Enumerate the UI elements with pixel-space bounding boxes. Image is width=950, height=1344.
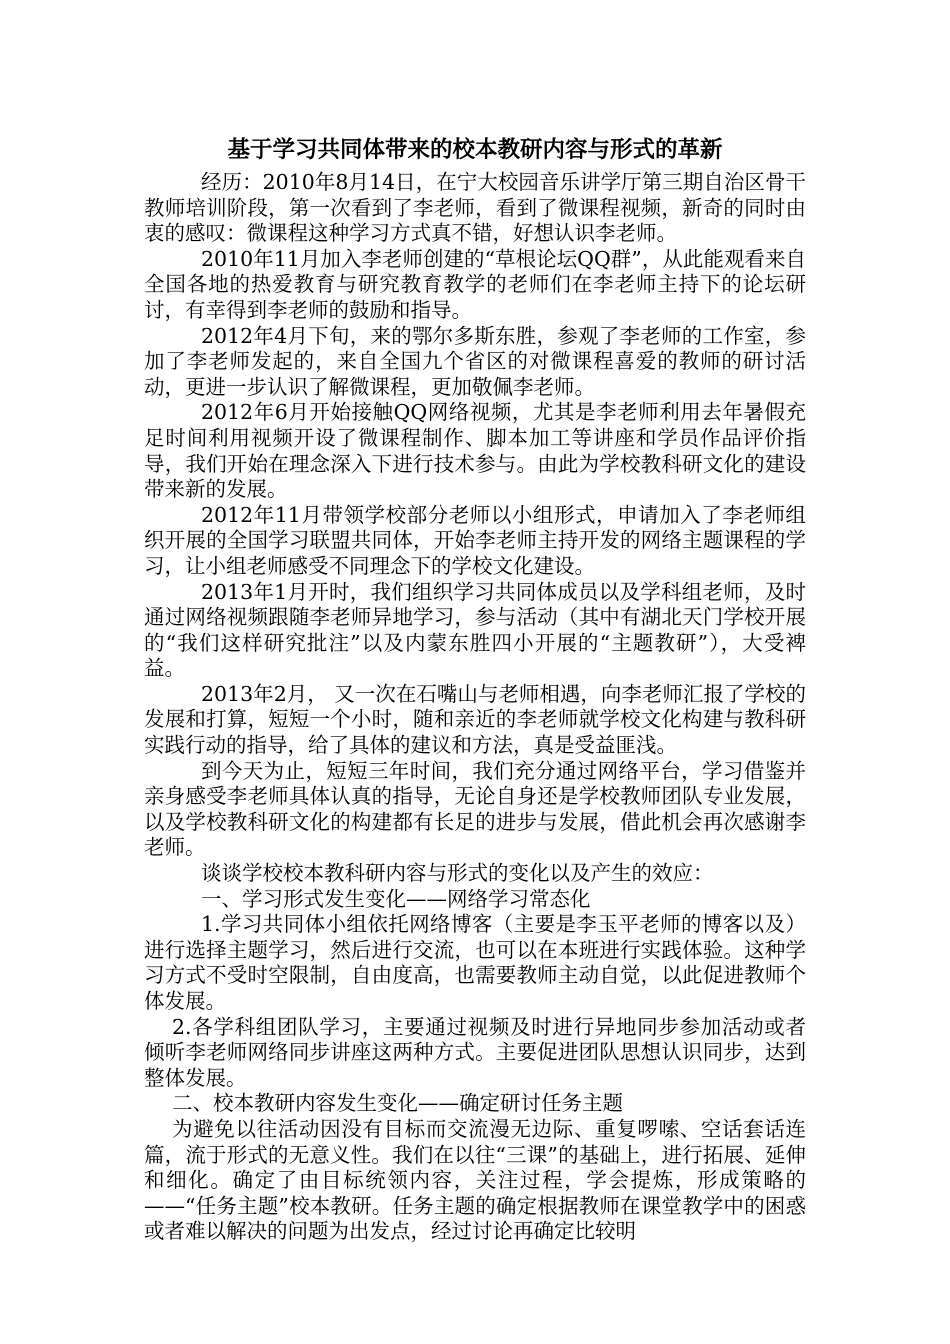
paragraph-2012-04: 2012年4月下旬，来的鄂尔多斯东胜，参观了李老师的工作室，参加了李老师发起的，来自全国九个省区的对微课程喜爱的教师的研讨活动，更进一步认识了解微课程，更加敬佩李老师。 [144,323,806,399]
paragraph-experience: 经历：2010年8月14日，在宁大校园音乐讲学厅第三期自治区骨干教师培训阶段，第一次看到了李老师，看到了微课程视频，新奇的同时由衷的感叹：微课程这种学习方式真不错，好想认识李老师。 [144,170,806,246]
document-page [144,130,806,1245]
paragraph-2012-11: 2012年11月带领学校部分老师以小组形式，申请加入了李老师组织开展的全国学习联盟共同体，开始李老师主持开发的网络主题课程的学习，让小组老师感受不同理念下的学校文化建设。 [144,502,806,578]
paragraph-task-theme: 为避免以往活动因没有目标而交流漫无边际、重复啰嗦、空话套话连篇，流于形式的无意义性。我们在以往“三课”的基础上，进行拓展、延伸和细化。确定了由目标统领内容，关注过程，学会提炼，形成策略的——“任务主题”校本教研。任务主题的确定根据教师在课堂教学中的困惑或者难以解决的问题为出发点，经过讨论再确定比较明 [144,1116,806,1244]
paragraph-item-1: 1.学习共同体小组依托网络博客（主要是李玉平老师的博客以及）进行选择主题学习，然后进行交流，也可以在本班进行实践体验。这种学习方式不受时空限制，自由度高，也需要教师主动自觉，以此促进教师个体发展。 [144,912,806,1013]
paragraph-2010-11: 2010年11月加入李老师创建的“草根论坛QQ群”，从此能观看来自全国各地的热爱教育与研究教育教学的老师们在李老师主持下的论坛研讨，有幸得到李老师的鼓励和指导。 [144,246,806,322]
section-heading-2: 二、校本教研内容发生变化——确定研讨任务主题 [172,1091,623,1116]
section-heading-1: 一、学习形式发生变化——网络学习常态化 [201,886,591,911]
paragraph-2013-02: 2013年2月， 又一次在石嘴山与老师相遇，向李老师汇报了学校的发展和打算，短短一个小时，随和亲近的李老师就学校文化构建与教科研实践行动的指导，给了具体的建议和方法，真是受益匪浅。 [144,681,806,758]
paragraph-item-2: 2.各学科组团队学习，主要通过视频及时进行异地同步参加活动或者倾听李老师网络同步讲座这两种方式。主要促进团队思想认识同步，达到整体发展。 [144,1014,806,1090]
paragraph-summary: 到今天为止，短短三年时间，我们充分通过网络平台，学习借鉴并亲身感受李老师具体认真的指导，无论自身还是学校教师团队专业发展，以及学校教科研文化的构建都有长足的进步与发展，借此机会再次感谢李老师。 [144,758,806,860]
paragraph-2012-06: 2012年6月开始接触QQ网络视频，尤其是李老师利用去年暑假充足时间利用视频开设了微课程制作、脚本加工等讲座和学员作品评价指导，我们开始在理念深入下进行技术参与。由此为学校教科研文化的建设带来新的发展。 [144,400,806,502]
paragraph-intro: 谈谈学校校本教科研内容与形式的变化以及产生的效应： [201,861,714,886]
document-title: 基于学习共同体带来的校本教研内容与形式的革新 [227,137,723,163]
paragraph-2013-01: 2013年1月开时，我们组织学习共同体成员以及学科组老师，及时通过网络视频跟随李老师异地学习，参与活动（其中有湖北天门学校开展的“我们这样研究批注”以及内蒙东胜四小开展的“主题教研”），大受裨益。 [144,579,806,681]
